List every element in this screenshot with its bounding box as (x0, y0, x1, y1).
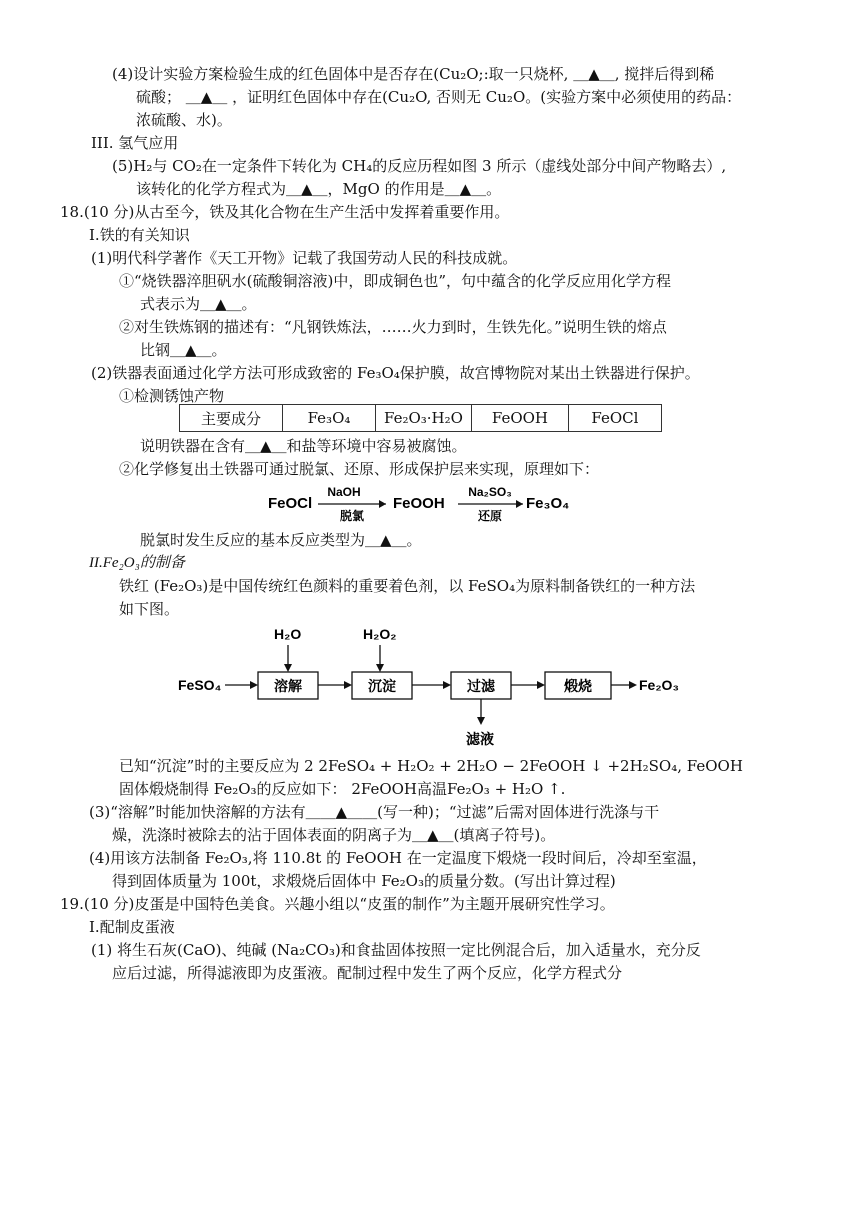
table-cell: Fe₃O₄ (283, 405, 376, 432)
step-label-filter: 过滤 (467, 678, 495, 694)
q18-part-2-b: ②化学修复出土铁器可通过脱氯、还原、形成保护层来实现，原理如下： (119, 460, 600, 478)
reagent-naoh: NaOH (327, 485, 361, 499)
arrowhead (376, 664, 384, 672)
arrowhead (344, 681, 352, 689)
dechlorination-reaction-scheme (268, 480, 578, 524)
step-label-dissolve: 溶解 (274, 678, 302, 694)
waste-filtrate: 滤液 (466, 731, 494, 747)
step-label-calcine: 煅烧 (564, 678, 592, 694)
precipitation-reaction-note: 已知“沉淀”时的主要反应为 2 2FeSO₄ + H₂O₂ + 2H₂O − 2FeOOH ↓ +2H₂SO₄, FeOOH (119, 757, 743, 775)
q18-part-4-line-1: (4)用该方法制备 Fe₂O₃,将 110.8t 的 FeOOH 在一定温度下煅烧一段时间后，冷却至室温， (89, 849, 707, 867)
q18-part-4-line-2: 得到固体质量为 100t，求煅烧后固体中 Fe₂O₃的质量分数。(写出计算过程) (112, 872, 616, 890)
q19-part-1-line-1: (1) 将生石灰(CaO)、纯碱 (Na₂CO₃)和食盐固体按照一定比例混合后，加入适量水，充分反 (91, 941, 701, 959)
step-dechlorination: 脱氯 (339, 509, 365, 523)
section-iii-heading: III. 氢气应用 (91, 134, 179, 152)
flow-input-feso4: FeSO₄ (178, 677, 222, 693)
question-4-line-1: (4)设计实验方案检验生成的红色固体中是否存在(Cu₂O;:取一只烧杯, ＿▲＿, 搅拌后得到稀 (112, 65, 715, 83)
process-flow-diagram (170, 620, 700, 750)
q19-section-i-heading: I.配制皮蛋液 (89, 918, 175, 936)
q18-part-1-b-line-1: ②对生铁炼钢的描述有：“凡钢铁炼法，……火力到时，生铁先化。”说明生铁的熔点 (119, 318, 667, 336)
section-i-heading: I.铁的有关知识 (89, 226, 190, 244)
arrowhead (250, 681, 258, 689)
q18-part-2-b-question: 脱氯时发生反应的基本反应类型为＿▲＿。 (140, 531, 422, 549)
q18-part-3-line-1: (3)“溶解”时能加快溶解的方法有＿＿▲＿＿(写一种)；“过滤”后需对固体进行洗涤与干 (89, 803, 660, 821)
arrowhead (443, 681, 451, 689)
rust-product-table (179, 404, 662, 432)
table-cell: FeOCl (568, 405, 661, 432)
q18-part-2-a: ①检测锈蚀产物 (119, 387, 225, 405)
question-18-title: 18.(10 分)从古至今，铁及其化合物在生产生活中发挥着重要作用。 (60, 203, 510, 221)
intermediate-feooh: FeOOH (393, 495, 445, 512)
question-5-line-2: 该转化的化学方程式为＿▲＿，MgO 的作用是＿▲＿。 (136, 180, 502, 198)
q18-part-2-a-conclusion: 说明铁器在含有＿▲＿和盐等环境中容易被腐蚀。 (140, 437, 467, 455)
q18-part-1-a-line-1: ①“烧铁器淬胆矾水(硫酸铜溶液)中，即成铜色也”，句中蕴含的化学反应用化学方程 (119, 272, 672, 290)
reagent-na2so3: Na₂SO₃ (468, 485, 512, 499)
additive-h2o: H₂O (274, 626, 302, 642)
question-19-title: 19.(10 分)皮蛋是中国特色美食。兴趣小组以“皮蛋的制作”为主题开展研究性学习。 (60, 895, 615, 913)
arrowhead (537, 681, 545, 689)
q19-part-1-line-2: 应后过滤，所得滤液即为皮蛋液。配制过程中发生了两个反应，化学方程式分 (112, 964, 623, 982)
table-header-cell: 主要成分 (180, 405, 283, 432)
arrowhead (629, 681, 637, 689)
calcination-reaction-note: 固体煅烧制得 Fe₂O₃的反应如下： 2FeOOH高温Fe₂O₃ + H₂O ↑. (119, 780, 566, 798)
q18-part-1-a-line-2: 式表示为＿▲＿。 (140, 295, 257, 313)
table-cell: Fe₂O₃·H₂O (376, 405, 472, 432)
section-ii-heading: II.Fe₂O₃的制备 (89, 555, 185, 571)
arrowhead (284, 664, 292, 672)
additive-h2o2: H₂O₂ (363, 626, 397, 642)
step-reduction: 还原 (477, 509, 503, 523)
q18-part-3-line-2: 燥，洗涤时被除去的沾于固体表面的阴离子为＿▲＿(填离子符号)。 (112, 826, 556, 844)
arrowhead (379, 500, 386, 508)
step-label-precipitate: 沉淀 (368, 678, 396, 694)
q18-part-2: (2)铁器表面通过化学方法可形成致密的 Fe₃O₄保护膜，故宫博物院对某出土铁器进行保护。 (91, 364, 700, 382)
q18-part-1: (1)明代科学著作《天工开物》记载了我国劳动人民的科技成就。 (91, 249, 518, 267)
section-ii-intro-line-1: 铁红 (Fe₂O₃)是中国传统红色颜料的重要着色剂，以 FeSO₄为原料制备铁红的一种方法 (119, 577, 696, 595)
reactant-feocl: FeOCl (268, 495, 313, 512)
flow-output-fe2o3: Fe₂O₃ (639, 677, 679, 693)
table-cell: FeOOH (471, 405, 568, 432)
section-ii-intro-line-2: 如下图。 (119, 600, 180, 618)
question-5-line-1: (5)H₂与 CO₂在一定条件下转化为 CH₄的反应历程如图 3 所示（虚线处部分中间产物略去）, (112, 157, 727, 175)
q18-part-1-b-line-2: 比钢＿▲＿。 (140, 341, 227, 359)
arrowhead (477, 717, 485, 725)
product-fe3o4: Fe₃O₄ (526, 495, 570, 512)
question-4-line-2: 硫酸； ＿▲＿ ，证明红色固体中存在(Cu₂O, 否则无 Cu₂O。(实验方案中必须使用的药品： (136, 88, 742, 106)
arrowhead (516, 500, 523, 508)
question-4-line-3: 浓硫酸、水)。 (136, 111, 232, 129)
